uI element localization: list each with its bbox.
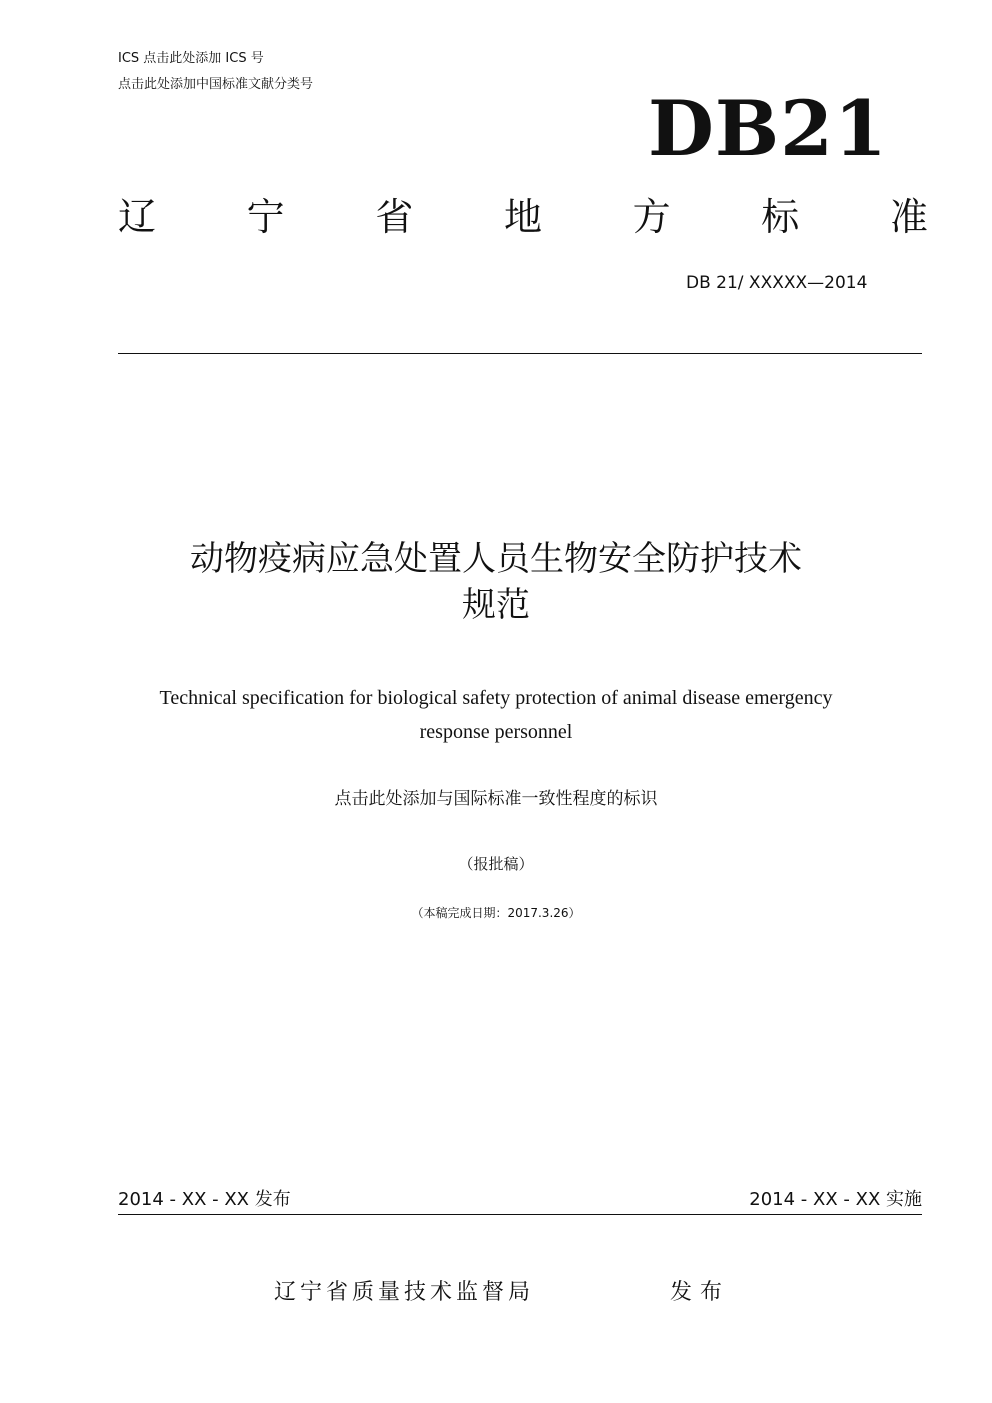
standard-type-char: 地 bbox=[503, 195, 542, 239]
top-divider bbox=[118, 353, 922, 354]
completion-date: （本稿完成日期：2017.3.26） bbox=[411, 906, 581, 920]
standard-type-char: 省 bbox=[375, 195, 414, 239]
consistency-note: 点击此处添加与国际标准一致性程度的标识 bbox=[334, 789, 658, 809]
standard-type-char: 宁 bbox=[246, 195, 285, 239]
standard-type-char: 方 bbox=[632, 195, 671, 239]
bottom-divider bbox=[118, 1214, 922, 1215]
standard-number: DB 21/ XXXXX—2014 bbox=[686, 273, 868, 293]
classification-number: 点击此处添加中国标准文献分类号 bbox=[118, 77, 314, 92]
draft-status: （报批稿） bbox=[458, 855, 534, 873]
title-english-line1: Technical specification for biological safety protection of animal disease emergency bbox=[159, 687, 833, 709]
implement-date: 2014 - XX - XX 实施 bbox=[749, 1189, 922, 1210]
ics-number: ICS 点击此处添加 ICS 号 bbox=[118, 51, 264, 66]
title-chinese-line1: 动物疫病应急处置人员生物安全防护技术 bbox=[190, 539, 802, 579]
release-date: 2014 - XX - XX 发布 bbox=[118, 1189, 291, 1210]
standard-type-char: 准 bbox=[889, 195, 928, 239]
issuer: 辽宁省质量技术监督局 bbox=[274, 1280, 535, 1305]
title-chinese-line2: 规范 bbox=[462, 585, 530, 625]
title-english bbox=[60, 681, 932, 749]
standard-type-char: 辽 bbox=[118, 195, 157, 239]
standard-type-char: 标 bbox=[761, 195, 800, 239]
title-chinese bbox=[60, 536, 932, 628]
standard-code: DB21 bbox=[648, 84, 888, 173]
standard-type bbox=[118, 192, 928, 242]
issuer-verb: 发布 bbox=[670, 1280, 731, 1305]
title-english-line2: response personnel bbox=[419, 721, 573, 743]
